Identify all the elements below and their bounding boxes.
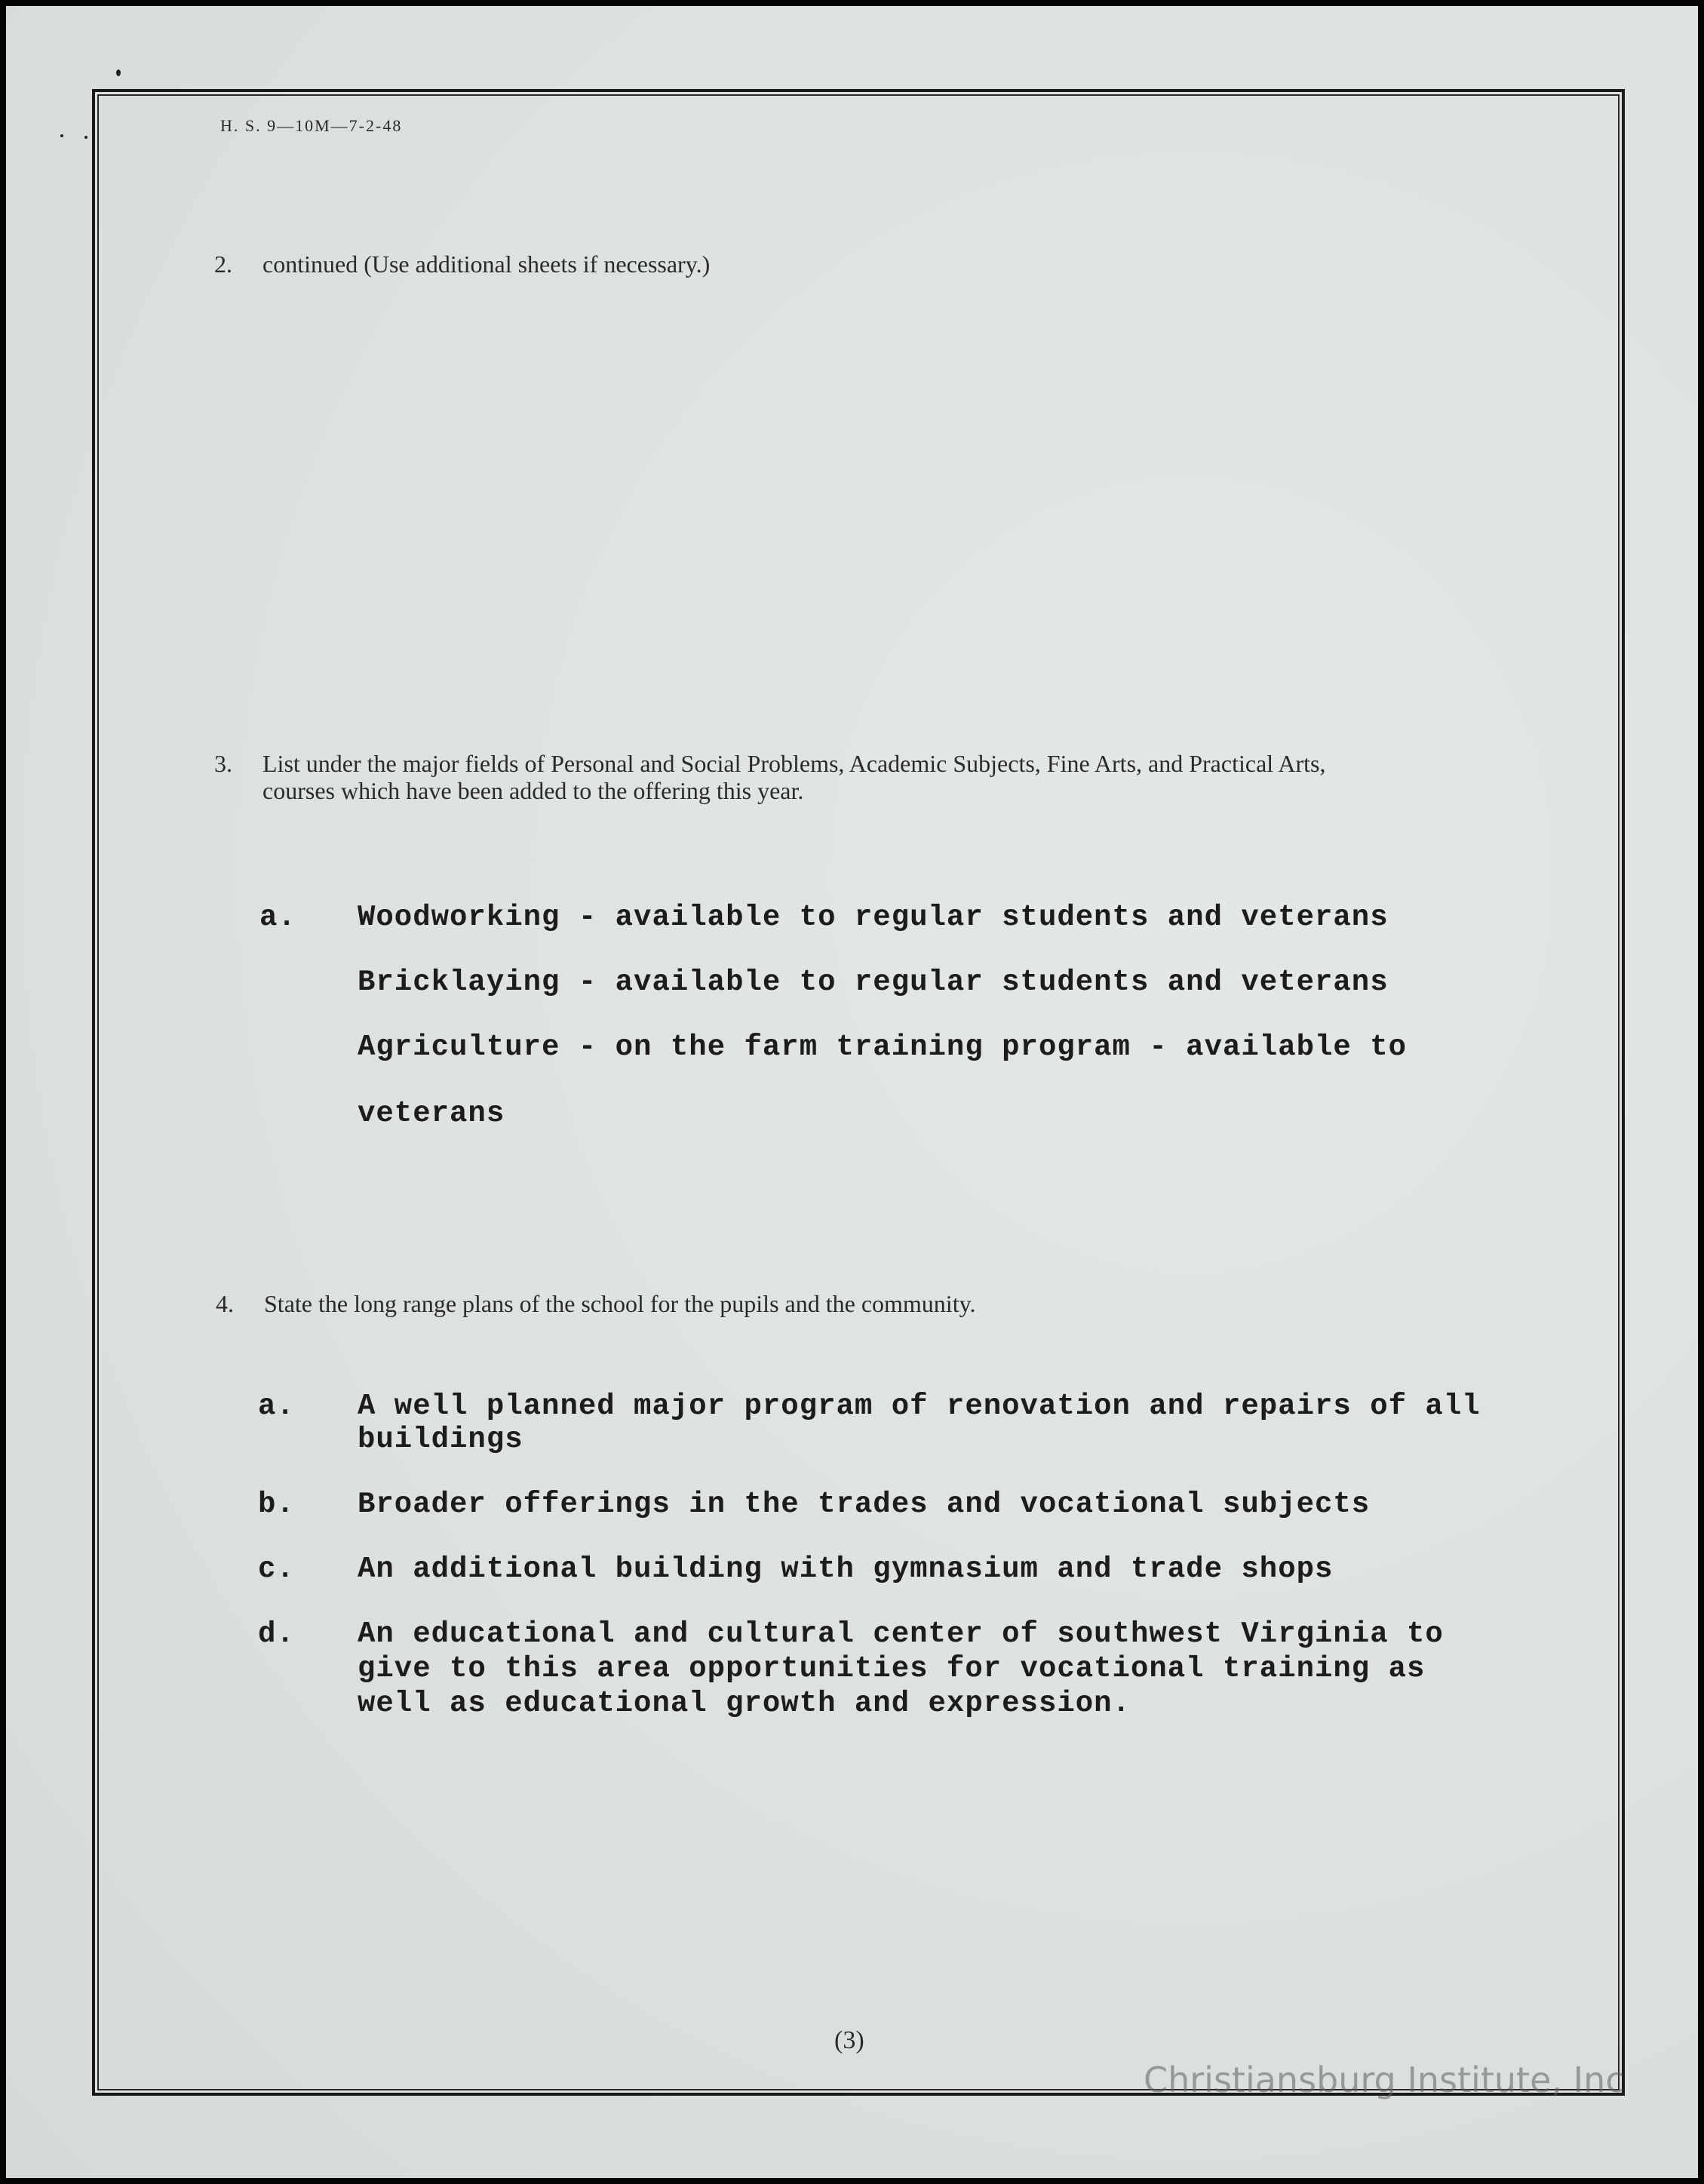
answer-line: Broader offerings in the trades and vocational subjects [358,1488,1371,1521]
form-border [92,89,1625,2096]
answer-line: Woodworking - available to regular students and veterans [358,901,1389,934]
answer-line: give to this area opportunities for vocational training as [358,1652,1426,1685]
ink-speck [116,69,121,76]
answer-line: Bricklaying - available to regular students and veterans [358,966,1389,999]
ink-speck [60,134,63,137]
answer-letter: a. [259,901,296,934]
question-text-line: courses which have been added to the offering this year. [263,777,804,804]
answer-line: well as educational growth and expression. [358,1687,1131,1720]
page-number: (3) [834,2026,864,2054]
question-number: 3. [214,750,232,777]
question-number: 4. [216,1290,234,1317]
question-text: State the long range plans of the school for the pupils and the community. [264,1290,976,1317]
answer-letter: d. [258,1617,295,1651]
answer-letter: b. [258,1488,295,1521]
question-number: 2. [214,250,232,278]
answer-line: An additional building with gymnasium and trade shops [358,1553,1334,1586]
answer-line: A well planned major program of renovation and repairs of all [358,1390,1481,1423]
document-page [6,6,1698,2178]
form-code: H. S. 9—10M—7-2-48 [220,116,403,135]
answer-line: buildings [358,1423,523,1456]
answer-letter: a. [258,1390,295,1423]
answer-line: An educational and cultural center of southwest Virginia to [358,1617,1444,1651]
watermark: Christiansburg Institute, Inc [1144,2060,1625,2100]
question-text-line: List under the major fields of Personal and Social Problems, Academic Subjects, Fine Arts, and Practical Arts, [263,750,1326,777]
ink-speck [84,136,88,139]
question-text: continued (Use additional sheets if necessary.) [263,250,711,278]
answer-line: Agriculture - on the farm training program - available to [358,1031,1408,1064]
answer-letter: c. [258,1553,295,1586]
answer-line: veterans [358,1097,505,1130]
